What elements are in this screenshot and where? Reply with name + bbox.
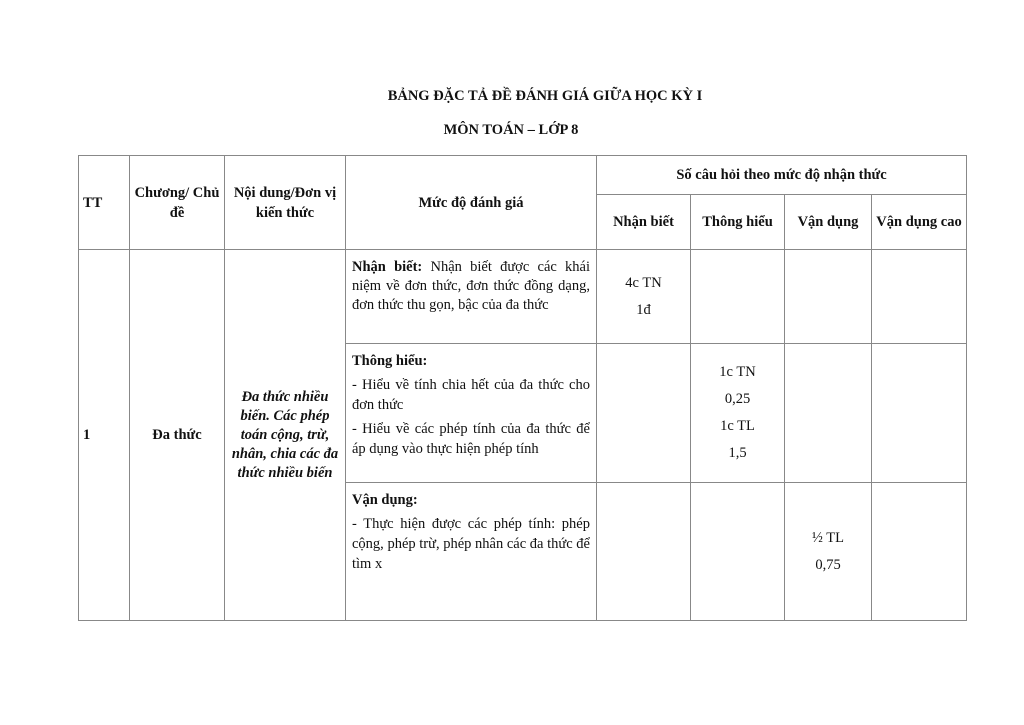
count-cell — [872, 483, 967, 621]
row-noi-dung: Đa thức nhiều biến. Các phép toán cộng, trừ, nhân, chia các đa thức nhiều biến — [225, 250, 346, 621]
specification-table — [78, 155, 967, 621]
count-cell — [691, 250, 785, 344]
level-van-dung-desc — [346, 483, 597, 621]
header-chuong: Chương/ Chủ đề — [130, 156, 225, 250]
table-row — [79, 250, 967, 344]
count-score: 1,5 — [728, 445, 747, 461]
count-cell — [872, 250, 967, 344]
level-bullet: - Thực hiện được các phép tính: phép cộng, phép trừ, phép nhân các đa thức để tìm x — [352, 516, 590, 572]
row-tt: 1 — [79, 250, 130, 621]
header-van-dung-cao: Vận dụng cao — [872, 195, 967, 250]
count-score: 0,75 — [815, 556, 841, 573]
header-muc-do: Mức độ đánh giá — [346, 156, 597, 250]
count-cell — [691, 483, 785, 621]
count-score: 0,25 — [724, 391, 751, 407]
header-tt: TT — [79, 156, 130, 250]
level-label: Nhận biết: — [352, 259, 423, 275]
count-value: ½ TL — [812, 529, 844, 546]
count-cell — [785, 344, 872, 483]
count-cell — [597, 483, 691, 621]
count-cell — [785, 250, 872, 344]
level-bullet: - Hiểu về các phép tính của đa thức để áp dụng vào thực hiện phép tính — [352, 421, 590, 457]
count-value: 1c TN — [719, 364, 756, 380]
level-thong-hieu-desc — [346, 344, 597, 483]
document-title: BẢNG ĐẶC TẢ ĐỀ ĐÁNH GIÁ GIỮA HỌC KỲ I — [387, 88, 703, 104]
header-van-dung: Vận dụng — [785, 195, 872, 250]
level-bullet: - Hiểu về tính chia hết của đa thức cho đơn thức — [352, 377, 590, 413]
row-chuong: Đa thức — [130, 250, 225, 621]
level-nhan-biet-desc — [346, 250, 597, 344]
count-cell — [691, 344, 785, 483]
count-score: 1đ — [636, 301, 651, 318]
level-label: Thông hiểu: — [352, 353, 428, 369]
count-cell — [785, 483, 872, 621]
count-cell — [872, 344, 967, 483]
header-thong-hieu: Thông hiểu — [691, 195, 785, 250]
count-value: 4c TN — [625, 274, 662, 291]
document-subtitle: MÔN TOÁN – LỚP 8 — [443, 122, 579, 138]
count-cell — [597, 344, 691, 483]
count-value: 1c TL — [720, 418, 755, 434]
header-nhan-biet: Nhận biết — [597, 195, 691, 250]
count-cell — [597, 250, 691, 344]
header-so-cau: Số câu hỏi theo mức độ nhận thức — [597, 156, 967, 195]
level-label: Vận dụng: — [352, 492, 418, 508]
header-noi-dung: Nội dung/Đơn vị kiến thức — [225, 156, 346, 250]
level-text: Nhận biết được các khái niệm về đơn thức, đơn thức đồng dạng, đơn thức thu gọn, bậc của đa thức — [352, 259, 590, 313]
